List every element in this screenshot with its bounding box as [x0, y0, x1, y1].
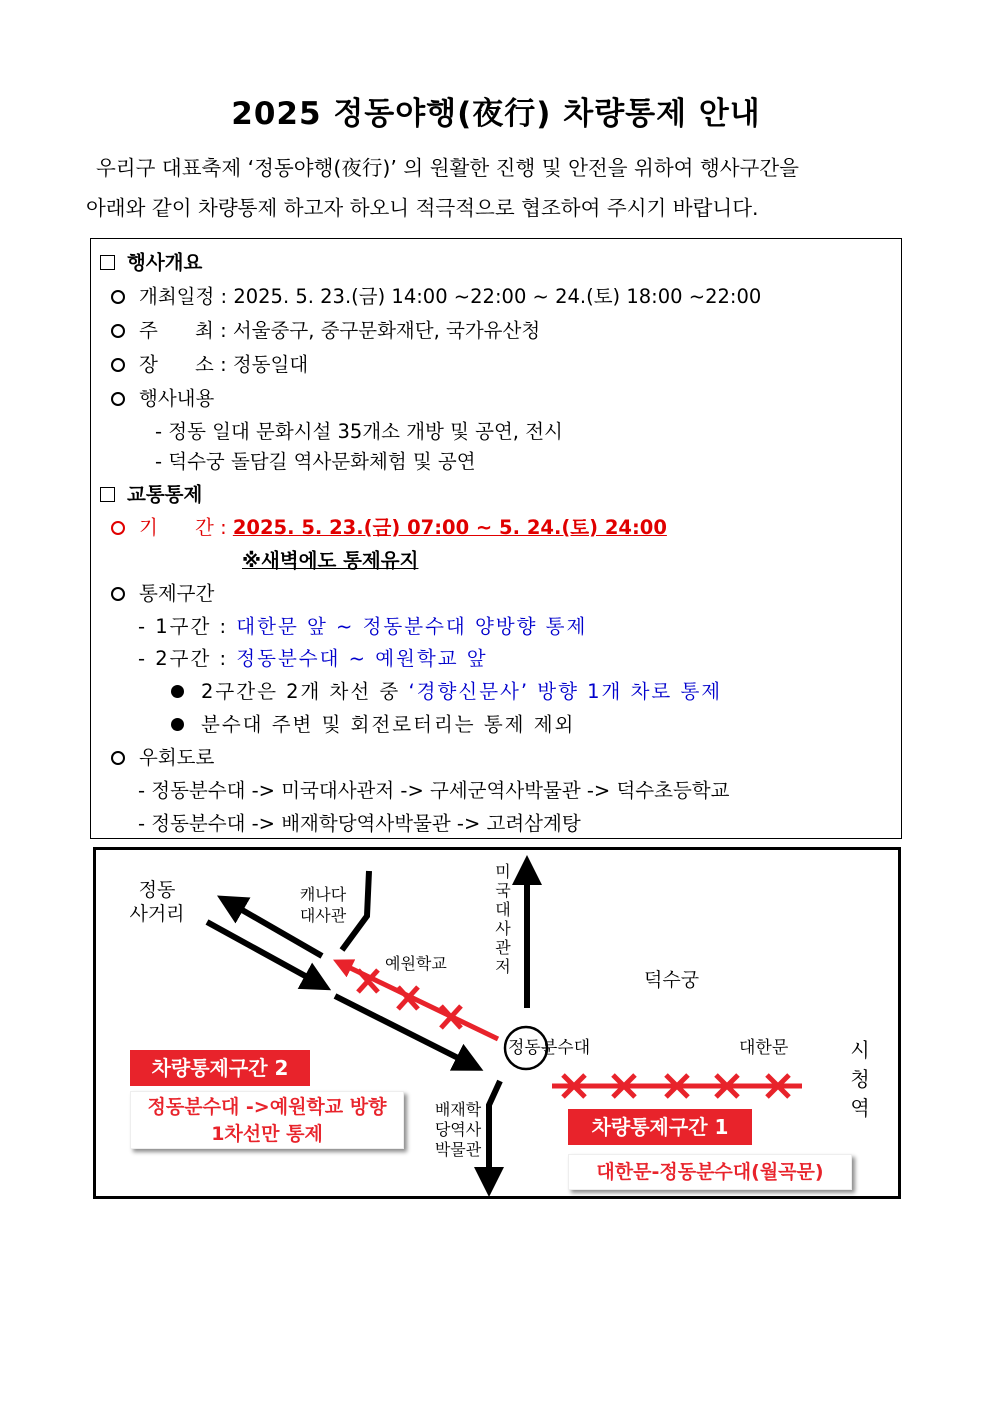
period-row: 기 간 : 2025. 5. 23.(금) 07:00 ~ 5. 24.(토) 24:00: [111, 512, 667, 540]
place-row: 장 소 : 정동일대: [111, 349, 308, 377]
detour-row: 우회도로: [111, 742, 214, 770]
label-yewon-school: 예원학교: [385, 954, 447, 973]
circle-bullet-icon: [111, 392, 125, 406]
checkbox-square-icon: [100, 487, 115, 502]
page-title: 2025 정동야행(夜行) 차량통제 안내: [231, 96, 761, 132]
bullet-row: 분수대 주변 및 회전로터리는 통제 제외: [171, 709, 575, 737]
detour-item: - 정동분수대 -> 배재학당역사박물관 -> 고려삼계탕: [138, 812, 581, 835]
event-heading: 행사개요: [100, 247, 202, 275]
label-city-hall-station: 시청역: [850, 1038, 870, 1120]
zone1-description: 대한문-정동분수대(월곡문): [568, 1154, 852, 1190]
zone2-description: 정동분수대 ->예원학교 방향 1차선만 통제: [130, 1091, 404, 1149]
bullet-row: 2구간은 2개 차선 중 ‘경향신문사’ 방향 1개 차로 통제: [171, 676, 722, 704]
circle-bullet-icon: [111, 358, 125, 372]
intro-paragraph: [86, 148, 906, 228]
filled-dot-icon: [171, 685, 184, 698]
label-us-residence: 미국대사관저: [495, 862, 511, 976]
circle-bullet-icon: [111, 324, 125, 338]
section-row: 통제구간: [111, 578, 214, 606]
circle-bullet-icon: [111, 587, 125, 601]
label-deoksugung: 덕수궁: [644, 969, 700, 991]
intro-line-1: 우리구 대표축제 ‘정동야행(夜行)’ 의 원활한 진행 및 안전을 위하여 행사구간을: [96, 156, 799, 180]
circle-bullet-icon: [111, 521, 125, 535]
content-item: - 정동 일대 문화시설 35개소 개방 및 공연, 전시: [155, 420, 563, 443]
road-arrow-southeast-upper: [207, 922, 318, 983]
section1-row: - 1구간 : 대한문 앞 ~ 정동분수대 양방향 통제: [138, 615, 588, 638]
content-item: - 덕수궁 돌담길 역사문화체험 및 공연: [155, 450, 476, 473]
section2-row: - 2구간 : 정동분수대 ~ 예원학교 앞: [138, 647, 488, 670]
circle-bullet-icon: [111, 290, 125, 304]
section2-value: 정동분수대 ~ 예원학교 앞: [236, 647, 488, 670]
intro-line-2: 아래와 같이 차량통제 하고자 하오니 적극적으로 협조하여 주시기 바랍니다.: [86, 196, 759, 220]
section1-value: 대한문 앞 ~ 정동분수대 양방향 통제: [236, 615, 588, 638]
label-daehanmun: 대한문: [739, 1038, 789, 1058]
checkbox-square-icon: [100, 255, 115, 270]
circle-bullet-icon: [111, 751, 125, 765]
filled-dot-icon: [171, 718, 184, 731]
content-row: 행사내용: [111, 383, 214, 411]
schedule-row: 개최일정 : 2025. 5. 23.(금) 14:00 ~22:00 ~ 24.(토) 18:00 ~22:00: [111, 281, 761, 309]
zone1-title-badge: 차량통제구간 1: [568, 1109, 752, 1145]
traffic-map: [93, 847, 901, 1199]
label-fountain: 정동분수대: [508, 1038, 591, 1058]
host-row: 주 최 : 서울중구, 중구문화재단, 국가유산청: [111, 315, 540, 343]
road-arrow-south: [489, 1081, 500, 1182]
traffic-heading: 교통통제: [100, 479, 202, 507]
period-note: ※새벽에도 통제유지: [242, 549, 419, 572]
period-value: 2025. 5. 23.(금) 07:00 ~ 5. 24.(토) 24:00: [232, 516, 667, 539]
label-canada-embassy: 캐나다 대사관: [299, 885, 347, 925]
label-jeongdong-intersection: 정동 사거리: [129, 879, 185, 925]
zone2-title-badge: 차량통제구간 2: [130, 1050, 310, 1086]
zone2-x-marks: [358, 970, 461, 1028]
label-paichai-museum: 배재학당역사박물관: [434, 1100, 482, 1159]
detour-item: - 정동분수대 -> 미국대사관저 -> 구세군역사박물관 -> 덕수초등학교: [138, 779, 730, 802]
info-box: [90, 238, 902, 839]
